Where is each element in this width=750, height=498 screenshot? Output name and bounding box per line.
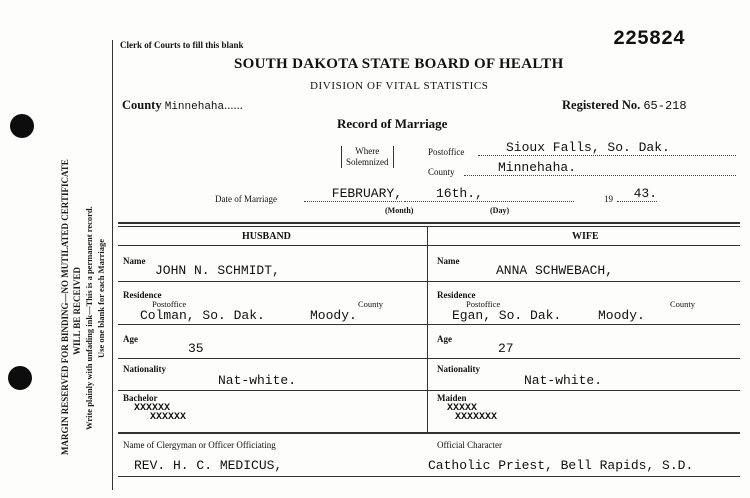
- date-day-value: 16th.,: [404, 186, 574, 202]
- margin-ink-notice: Write plainly with unfading ink—This is a permanent record.: [84, 206, 94, 430]
- husband-status-mark-2: XXXXXX: [150, 412, 187, 423]
- husband-residence-value: Colman, So. Dak.: [140, 308, 265, 323]
- where-bracket: [341, 146, 394, 168]
- husband-name: JOHN N. SCHMIDT,: [155, 263, 280, 278]
- husband-nationality-rule: [118, 390, 427, 391]
- where-label: Where: [355, 146, 380, 156]
- husband-status-mark-1: XXXXXX: [134, 403, 171, 414]
- wife-age: 27: [498, 341, 514, 356]
- wife-residence-label: Residence: [437, 290, 476, 300]
- date-label: Date of Marriage: [215, 194, 277, 204]
- county-label: County: [122, 98, 162, 112]
- husband-age-rule: [118, 358, 427, 359]
- registered-number: [562, 98, 687, 113]
- officiant-bottom-rule: [118, 476, 740, 477]
- husband-nationality: Nat-white.: [218, 373, 297, 388]
- wife-county-value: Moody.: [598, 308, 645, 323]
- table-center-divider: [427, 226, 428, 434]
- month-caption: (Month): [385, 206, 414, 215]
- wife-age-rule: [427, 358, 740, 359]
- wife-residence-value: Egan, So. Dak.: [452, 308, 562, 323]
- registered-label: Registered No.: [562, 98, 641, 112]
- clerk-note: Clerk of Courts to fill this blank: [120, 40, 244, 50]
- wife-postoffice-label: Postoffice: [466, 299, 501, 309]
- husband-name-rule: [118, 281, 427, 282]
- officiant-name: REV. H. C. MEDICUS,: [134, 458, 283, 473]
- wife-name-label: Name: [437, 256, 460, 266]
- date-year-value: 43.: [617, 186, 657, 202]
- certificate-number: 225824: [613, 28, 686, 51]
- margin-binding-notice: MARGIN RESERVED FOR BINDING—NO MUTILATED CERTIFICATE: [60, 159, 70, 455]
- officiant-top-rule: [118, 432, 740, 434]
- husband-residence-label: Residence: [123, 290, 162, 300]
- wife-name: ANNA SCHWEBACH,: [496, 263, 614, 278]
- wife-status-label: Maiden: [437, 393, 467, 403]
- husband-age: 35: [188, 341, 204, 356]
- wife-nationality-rule: [427, 390, 740, 391]
- where-postoffice-label: Postoffice: [428, 147, 465, 157]
- husband-county-value: Moody.: [310, 308, 357, 323]
- husband-nationality-label: Nationality: [123, 364, 167, 374]
- wife-county-label: County: [670, 299, 696, 309]
- husband-status-label: Bachelor: [123, 393, 158, 403]
- wife-status-mark-1: XXXXX: [447, 403, 478, 414]
- where-postoffice-value: Sioux Falls, So. Dak.: [478, 140, 736, 156]
- wife-heading: WIFE: [572, 231, 599, 242]
- official-character: Catholic Priest, Bell Rapids, S.D.: [428, 458, 694, 473]
- division-title: DIVISION OF VITAL STATISTICS: [310, 80, 489, 92]
- county-header: [122, 98, 243, 113]
- heading-rule: [118, 245, 740, 246]
- husband-age-label: Age: [123, 334, 138, 344]
- board-title: SOUTH DAKOTA STATE BOARD OF HEALTH: [234, 56, 564, 72]
- date-month-value: FEBRUARY,: [304, 186, 402, 202]
- solemnized-label: Solemnized: [346, 157, 389, 167]
- where-county-value: Minnehaha.: [464, 160, 736, 176]
- punch-hole-bottom: [8, 366, 32, 390]
- county-value: Minnehaha: [164, 101, 225, 113]
- margin-one-blank-notice: Use one blank for each Marriage: [96, 238, 106, 358]
- punch-hole-top: [10, 114, 34, 138]
- record-title: Record of Marriage: [337, 116, 448, 131]
- wife-residence-rule: [427, 324, 740, 325]
- margin-binding-notice-2: WILL BE RECEIVED: [72, 266, 82, 355]
- where-county-label: County: [428, 167, 455, 177]
- registered-value: 65-218: [643, 99, 687, 113]
- husband-postoffice-label: Postoffice: [152, 299, 187, 309]
- wife-nationality: Nat-white.: [524, 373, 603, 388]
- table-top-rule: [118, 222, 740, 224]
- wife-nationality-label: Nationality: [437, 364, 481, 374]
- husband-name-label: Name: [123, 256, 146, 266]
- day-caption: (Day): [490, 206, 510, 215]
- table-top-rule-2: [118, 226, 740, 227]
- officiant-name-label: Name of Clergyman or Officer Officiating: [123, 440, 276, 450]
- wife-name-rule: [427, 281, 740, 282]
- form-left-border: [112, 40, 113, 490]
- county-dots: ......: [224, 98, 243, 112]
- wife-status-mark-2: XXXXXXX: [455, 412, 498, 423]
- wife-age-label: Age: [437, 334, 452, 344]
- official-character-label: Official Character: [437, 440, 503, 450]
- date-year-prefix: 19: [604, 194, 613, 204]
- husband-heading: HUSBAND: [242, 231, 291, 242]
- husband-county-label: County: [358, 299, 384, 309]
- husband-residence-rule: [118, 324, 427, 325]
